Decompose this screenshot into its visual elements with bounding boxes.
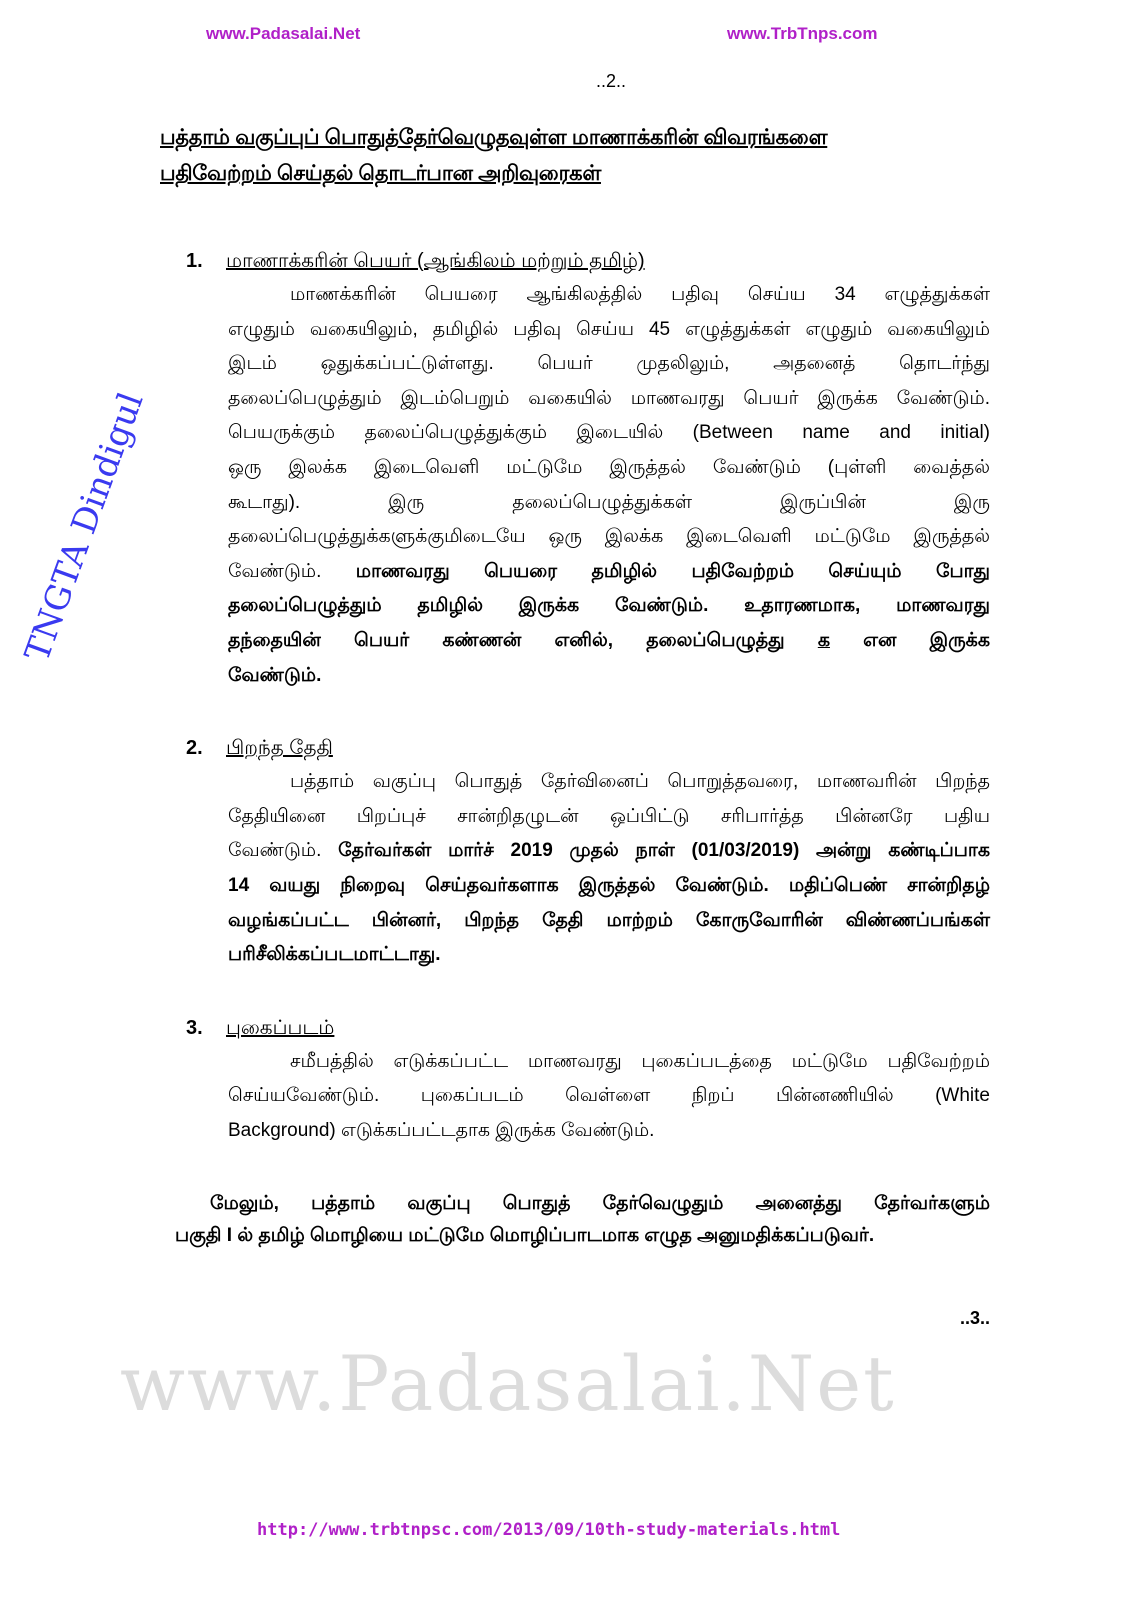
- footer-url-link[interactable]: http://www.trbtnpsc.com/2013/09/10th-study-materials.html: [257, 1520, 841, 1540]
- closing-line-1: மேலும், பத்தாம் வகுப்பு பொதுத் தேர்வெழுதும் அனைத்து தேர்வர்களும்: [210, 1193, 990, 1215]
- body-line: [228, 382, 990, 417]
- document-body: [120, 70, 991, 1429]
- section-3-body: [228, 1045, 990, 1149]
- body-line: [228, 589, 990, 624]
- section-label: மாணாக்கரின் பெயர் (ஆங்கிலம் மற்றும் தமிழ்): [226, 250, 645, 272]
- watermark-stamp: TNGTA Dindigul: [17, 387, 152, 667]
- text-run: பரிசீலிக்கப்படமாட்டாது.: [228, 944, 441, 966]
- trbtnps-link[interactable]: www.TrbTnps.com: [727, 24, 878, 43]
- text-run: எழுதும் வகையிலும், தமிழில் பதிவு செய்ய 45 எழுத்துக்கள் எழுதும் வகையிலும்: [228, 318, 990, 340]
- padasalai-link[interactable]: www.Padasalai.Net: [206, 24, 361, 43]
- text-run: சமீபத்தில் எடுக்கப்பட்ட மாணவரது புகைப்படத்தை மட்டுமே பதிவேற்றம்: [290, 1050, 990, 1072]
- text-run: 14 வயது நிறைவு செய்தவர்களாக இருத்தல் வேண்டும். மதிப்பெண் சான்றிதழ்: [228, 874, 990, 896]
- body-line: [228, 765, 990, 800]
- section-3-heading: [186, 1015, 990, 1041]
- text-run: தந்தையின் பெயர் கண்ணன் எனில், தலைப்பெழுத்து: [228, 629, 818, 651]
- section-2-heading: [186, 735, 990, 761]
- body-line: [228, 278, 990, 313]
- page-number-bottom: ..3..: [959, 1308, 990, 1329]
- body-line: [228, 659, 990, 694]
- section-1-body: [228, 278, 990, 693]
- body-line: [228, 1045, 990, 1080]
- body-line: [228, 451, 990, 486]
- body-line: [228, 869, 990, 904]
- body-line: [228, 834, 990, 869]
- text-run: தலைப்பெழுத்தும் இடம்பெறும் வகையில் மாணவரது பெயர் இருக்க வேண்டும்.: [228, 387, 990, 409]
- document-title-line-2: பதிவேற்றம் செய்தல் தொடர்பான அறிவுரைகள்: [160, 162, 601, 185]
- body-line: [228, 938, 990, 973]
- text-run: செய்யவேண்டும். புகைப்படம் வெள்ளை நிறப் பின்னணியில் (White: [228, 1085, 990, 1107]
- section-number: 1.: [186, 250, 203, 272]
- body-line: [228, 624, 990, 659]
- text-run: வேண்டும்.: [228, 560, 356, 582]
- text-run: வேண்டும்.: [228, 840, 339, 862]
- body-line: [228, 416, 990, 451]
- text-run: தேர்வர்கள் மார்ச் 2019 முதல் நாள் (01/03/2019) அன்று கண்டிப்பாக: [338, 840, 991, 862]
- body-line: [228, 904, 990, 939]
- body-line: [228, 313, 990, 348]
- section-label: புகைப்படம்: [226, 1016, 335, 1039]
- body-line: [228, 486, 990, 521]
- text-run: என இருக்க: [829, 629, 990, 651]
- section-1-heading: [186, 248, 990, 274]
- text-run: தலைப்பெழுத்துக்களுக்குமிடையே ஒரு இலக்க இடைவெளி மட்டுமே இருத்தல்: [228, 526, 990, 548]
- text-run: ஒரு இலக்க இடைவெளி மட்டுமே இருத்தல் வேண்டும் (புள்ளி வைத்தல்: [228, 456, 990, 478]
- text-run: வழங்கப்பட்ட பின்னர், பிறந்த தேதி மாற்றம் கோருவோரின் விண்ணப்பங்கள்: [228, 909, 990, 931]
- document-title-line-1: பத்தாம் வகுப்புப் பொதுத்தேர்வெழுதவுள்ள மாணாக்கரின் விவரங்களை: [160, 126, 828, 149]
- text-run: மாணவரது பெயரை தமிழில் பதிவேற்றம் செய்யும் போது: [355, 560, 991, 582]
- text-run: க: [817, 629, 830, 651]
- section-2-body: [228, 765, 990, 973]
- page-number-top: ..2..: [596, 71, 627, 91]
- text-run: பத்தாம் வகுப்பு பொதுத் தேர்வினைப் பொறுத்தவரை, மாணவரின் பிறந்த: [290, 771, 990, 793]
- text-run: இடம் ஒதுக்கப்பட்டுள்ளது. பெயர் முதலிலும், அதனைத் தொடர்ந்து: [228, 353, 990, 375]
- watermark-site: www.Padasalai.Net: [120, 1339, 896, 1429]
- body-line: [228, 1079, 990, 1114]
- text-run: Background) எடுக்கப்பட்டதாக இருக்க வேண்டும்.: [228, 1119, 655, 1141]
- body-line: [228, 520, 990, 555]
- section-label: பிறந்த தேதி: [226, 737, 333, 760]
- section-number: 2.: [186, 737, 203, 760]
- text-run: வேண்டும்.: [228, 664, 322, 686]
- text-run: பெயருக்கும் தலைப்பெழுத்துக்கும் இடையில் (Between name and initial): [228, 422, 990, 444]
- body-line: [228, 1114, 990, 1149]
- body-line: [228, 800, 990, 835]
- closing-paragraph: [175, 1188, 990, 1252]
- text-run: மாணக்கரின் பெயரை ஆங்கிலத்தில் பதிவு செய்ய 34 எழுத்துக்கள்: [290, 284, 990, 305]
- closing-line-2: பகுதி I ல் தமிழ் மொழியை மட்டுமே மொழிப்பாடமாக எழுத அனுமதிக்கப்படுவர்.: [175, 1225, 875, 1247]
- body-line: [228, 555, 990, 590]
- text-run: தேதியினை பிறப்புச் சான்றிதழுடன் ஒப்பிட்டு சரிபார்த்த பின்னரே பதிய: [228, 805, 990, 827]
- body-line: [228, 347, 990, 382]
- text-run: தலைப்பெழுத்தும் தமிழில் இருக்க வேண்டும். உதாரணமாக, மாணவரது: [228, 595, 990, 617]
- section-number: 3.: [186, 1016, 203, 1039]
- text-run: கூடாது). இரு தலைப்பெழுத்துக்கள் இருப்பின் இரு: [228, 491, 990, 513]
